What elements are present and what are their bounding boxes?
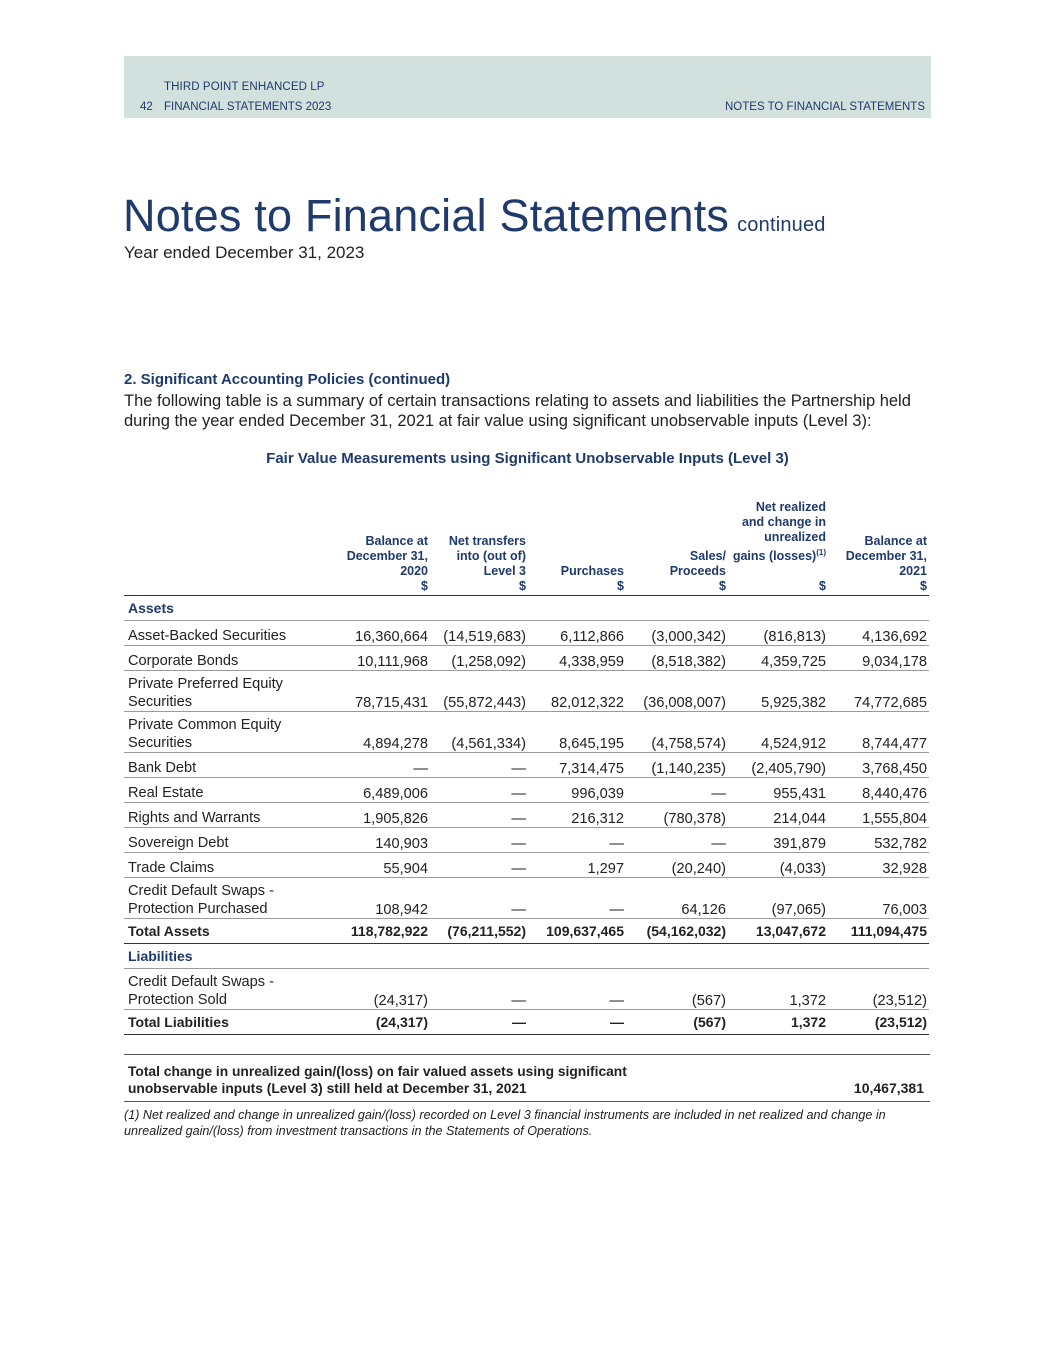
table-cell: 4,894,278	[308, 712, 430, 753]
table-cell: 111,094,475	[828, 919, 929, 944]
footnote-marker: (1)	[816, 548, 826, 557]
column-header-line: Purchases	[560, 564, 624, 579]
table-cell: —	[430, 803, 528, 828]
footnote: (1) Net realized and change in unrealized gain/(loss) recorded on Level 3 financial instruments are included in net realized and change in unrealized gain/(loss) from investment transactions in the Statements of Operations.	[124, 1108, 886, 1138]
table-cell: 1,297	[528, 853, 626, 878]
table-cell: —	[528, 1010, 626, 1035]
column-header	[528, 500, 626, 596]
table-cell: —	[430, 1010, 528, 1035]
table-cell: (23,512)	[828, 969, 929, 1010]
table-cell: 9,034,178	[828, 646, 929, 671]
table-cell: (36,008,007)	[626, 671, 728, 712]
table-cell: 532,782	[828, 828, 929, 853]
column-header-line: $	[719, 579, 726, 594]
table-cell: (567)	[626, 969, 728, 1010]
table-cell: (2,405,790)	[728, 753, 828, 778]
header-band	[124, 56, 931, 118]
table-row	[124, 712, 929, 753]
table-row	[124, 778, 929, 803]
table-cell: (3,000,342)	[626, 621, 728, 646]
table-cell: 1,905,826	[308, 803, 430, 828]
table-cell: 74,772,685	[828, 671, 929, 712]
table-cell: —	[626, 778, 728, 803]
row-label: Credit Default Swaps - Protection Sold	[124, 969, 308, 1010]
section-label: NOTES TO FINANCIAL STATEMENTS	[725, 101, 925, 113]
table-cell: 8,645,195	[528, 712, 626, 753]
column-header-line: unrealized	[764, 530, 826, 544]
total-change-box	[124, 1054, 930, 1102]
total-change-label	[128, 1063, 627, 1097]
row-label: Asset-Backed Securities	[124, 621, 308, 646]
table-cell: 55,904	[308, 853, 430, 878]
fair-value-table	[124, 500, 929, 1035]
column-header-line: December 31,	[346, 549, 428, 564]
column-header-line: Net realized	[755, 500, 826, 514]
total-assets-row-label: Total Assets	[124, 919, 308, 944]
table-cell: (20,240)	[626, 853, 728, 878]
table-cell: 1,372	[728, 1010, 828, 1035]
table-cell: (816,813)	[728, 621, 828, 646]
table-cell: 13,047,672	[728, 919, 828, 944]
column-header-line: $	[519, 579, 526, 594]
table-row	[124, 878, 929, 919]
table-cell: (76,211,552)	[430, 919, 528, 944]
table-cell: (23,512)	[828, 1010, 929, 1035]
column-header-line: Level 3	[483, 564, 526, 579]
page-number: 42	[140, 101, 153, 113]
table-title: Fair Value Measurements using Significant Unobservable Inputs (Level 3)	[266, 450, 789, 467]
table-cell: 391,879	[728, 828, 828, 853]
table-row	[124, 621, 929, 646]
assets-section	[124, 596, 929, 621]
table-cell: 4,338,959	[528, 646, 626, 671]
page-title	[123, 190, 826, 242]
table-cell: 118,782,922	[308, 919, 430, 944]
table-row	[124, 753, 929, 778]
table-cell: 4,524,912	[728, 712, 828, 753]
column-header-line: Balance at	[365, 534, 428, 549]
liabilities-section	[124, 944, 929, 969]
row-label: Rights and Warrants	[124, 803, 308, 828]
table-cell: 7,314,475	[528, 753, 626, 778]
table-cell: 216,312	[528, 803, 626, 828]
table-cell: —	[430, 969, 528, 1010]
column-header	[626, 500, 728, 596]
column-header-line: $	[920, 579, 927, 594]
table-cell: 78,715,431	[308, 671, 430, 712]
table-cell: (1,258,092)	[430, 646, 528, 671]
table-cell: —	[528, 878, 626, 919]
table-cell: 4,136,692	[828, 621, 929, 646]
column-header-line: Proceeds	[669, 564, 726, 579]
assets-section-label: Assets	[124, 596, 929, 621]
row-label: Corporate Bonds	[124, 646, 308, 671]
row-label: Sovereign Debt	[124, 828, 308, 853]
column-header-line: $	[421, 579, 428, 594]
total-assets-row	[124, 919, 929, 944]
table-cell: —	[430, 753, 528, 778]
column-header-line: Balance at	[864, 534, 927, 549]
table-cell: —	[430, 853, 528, 878]
table-cell: 1,372	[728, 969, 828, 1010]
page-title-main: Notes to Financial Statements	[123, 190, 730, 241]
column-header-line: 2021	[899, 564, 927, 579]
table-cell: 8,440,476	[828, 778, 929, 803]
row-label: Credit Default Swaps - Protection Purchased	[124, 878, 308, 919]
table-cell: 1,555,804	[828, 803, 929, 828]
table-cell: (97,065)	[728, 878, 828, 919]
column-header	[308, 500, 430, 596]
table-cell: —	[430, 778, 528, 803]
row-label: Private Common Equity Securities	[124, 712, 308, 753]
table-cell: 6,112,866	[528, 621, 626, 646]
table-cell: —	[626, 828, 728, 853]
row-label: Real Estate	[124, 778, 308, 803]
table-cell: (54,162,032)	[626, 919, 728, 944]
liabilities-section-label: Liabilities	[124, 944, 929, 969]
table-cell: —	[528, 828, 626, 853]
intro-paragraph: The following table is a summary of certain transactions relating to assets and liabilities the Partnership held during the year ended December 31, 2021 at fair value using significant unobservable inputs (Level 3):	[124, 392, 911, 430]
section-heading: 2. Significant Accounting Policies (continued)	[124, 371, 451, 388]
table-header-row	[124, 500, 929, 596]
row-label: Trade Claims	[124, 853, 308, 878]
table-cell: 16,360,664	[308, 621, 430, 646]
row-label: Bank Debt	[124, 753, 308, 778]
table-cell: (55,872,443)	[430, 671, 528, 712]
table-row	[124, 646, 929, 671]
total-liabilities-row-label: Total Liabilities	[124, 1010, 308, 1035]
document-title: FINANCIAL STATEMENTS 2023	[164, 101, 332, 113]
table-cell: 4,359,725	[728, 646, 828, 671]
table-cell: 64,126	[626, 878, 728, 919]
table-cell: —	[528, 969, 626, 1010]
column-header-line: into (out of)	[456, 549, 526, 564]
table-row	[124, 828, 929, 853]
column-header	[828, 500, 929, 596]
table-cell: (567)	[626, 1010, 728, 1035]
table-cell: (4,561,334)	[430, 712, 528, 753]
column-header	[728, 500, 828, 596]
table-cell: —	[308, 753, 430, 778]
table-cell: (14,519,683)	[430, 621, 528, 646]
table-cell: —	[430, 828, 528, 853]
column-header-line: gains (losses)	[732, 549, 817, 564]
table-cell: (24,317)	[308, 969, 430, 1010]
column-header-line: and change in	[741, 515, 826, 529]
table-cell: 8,744,477	[828, 712, 929, 753]
table-cell: (4,033)	[728, 853, 828, 878]
table-cell: (1,140,235)	[626, 753, 728, 778]
table-cell: (4,758,574)	[626, 712, 728, 753]
total-liabilities-row	[124, 1010, 929, 1035]
table-cell: 82,012,322	[528, 671, 626, 712]
table-cell: (780,378)	[626, 803, 728, 828]
table-row	[124, 969, 929, 1010]
header-blank	[124, 500, 308, 596]
total-change-label-line1: Total change in unrealized gain/(loss) on fair valued assets using significant	[128, 1064, 627, 1079]
table-row	[124, 853, 929, 878]
table-cell: —	[430, 878, 528, 919]
table-cell: 6,489,006	[308, 778, 430, 803]
table-cell: 76,003	[828, 878, 929, 919]
page-title-suffix: continued	[737, 214, 826, 236]
total-change-label-line2: unobservable inputs (Level 3) still held at December 31, 2021	[128, 1081, 527, 1096]
table-row	[124, 671, 929, 712]
column-header-line: 2020	[400, 564, 428, 579]
column-header-line: $	[617, 579, 624, 594]
table-cell: 140,903	[308, 828, 430, 853]
column-header	[430, 500, 528, 596]
table-cell: 996,039	[528, 778, 626, 803]
table-cell: 109,637,465	[528, 919, 626, 944]
column-header-line: December 31,	[845, 549, 927, 564]
table-cell: (8,518,382)	[626, 646, 728, 671]
table-cell: 10,111,968	[308, 646, 430, 671]
column-header-line: Sales/	[689, 549, 726, 564]
page-subtitle: Year ended December 31, 2023	[124, 243, 365, 262]
table-row	[124, 803, 929, 828]
company-name: THIRD POINT ENHANCED LP	[164, 81, 325, 93]
row-label: Private Preferred Equity Securities	[124, 671, 308, 712]
column-header-line: $	[819, 579, 826, 594]
column-header-line: Net transfers	[448, 534, 526, 549]
total-change-value: 10,467,381	[853, 1080, 924, 1096]
table-cell: 214,044	[728, 803, 828, 828]
table-cell: 108,942	[308, 878, 430, 919]
table-cell: 5,925,382	[728, 671, 828, 712]
table-cell: 32,928	[828, 853, 929, 878]
table-cell: 3,768,450	[828, 753, 929, 778]
table-cell: 955,431	[728, 778, 828, 803]
table-cell: (24,317)	[308, 1010, 430, 1035]
